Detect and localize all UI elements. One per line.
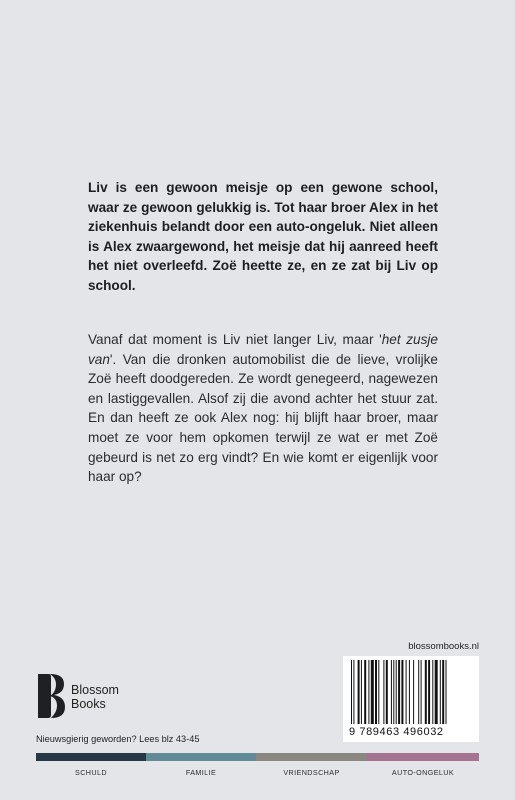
publisher-name-line1: Blossom bbox=[71, 683, 119, 697]
theme-bar-schuld bbox=[36, 753, 146, 761]
barcode-bar bbox=[383, 660, 384, 724]
barcode-bar bbox=[368, 660, 369, 724]
barcode-bar bbox=[413, 660, 414, 724]
barcode-bar bbox=[358, 660, 360, 724]
publisher-name bbox=[71, 683, 119, 711]
barcode-bar bbox=[386, 660, 388, 724]
theme-bar-vriendschap bbox=[256, 753, 367, 761]
blurb-italic-phrase: het zusje van bbox=[88, 332, 438, 367]
blurb-text-part: Vanaf dat moment is Liv niet langer Liv, maar ' bbox=[88, 332, 382, 347]
blurb-intro: Liv is een gewoon meisje op een gewone school, waar ze gewoon gelukkig is. Tot haar broer Alex in het ziekenhuis belandt door een auto-ongeluk. Niet alleen is Alex zwaargewond, het meisje dat hij aanreed heeft het niet overleefd. Zoë heette ze, en ze zat bij Liv op school. bbox=[88, 180, 438, 293]
barcode-bar bbox=[401, 660, 403, 724]
theme-label-auto-ongeluk: AUTO-ONGELUK bbox=[391, 768, 455, 777]
blurb-paragraph bbox=[88, 330, 438, 487]
theme-bar-familie bbox=[146, 753, 256, 761]
barcode-bar bbox=[406, 660, 407, 724]
theme-bar-auto-ongeluk bbox=[367, 753, 479, 761]
barcode-bar bbox=[409, 660, 410, 724]
isbn-barcode bbox=[343, 656, 479, 742]
publisher-website[interactable]: blossombooks.nl bbox=[408, 641, 479, 652]
isbn-number: 9 789463 496032 bbox=[349, 726, 444, 738]
barcode-bar bbox=[353, 660, 354, 724]
barcode-bar bbox=[446, 660, 447, 724]
barcode-bar bbox=[375, 660, 377, 724]
barcode-bar bbox=[391, 660, 392, 724]
barcode-bars bbox=[349, 660, 473, 724]
blurb-text-part: '. Van die dronken automobilist die de lieve, vrolijke Zoë heeft doodgereden. Ze wordt genegeerd, nagewezen en lastiggevallen. Alsof zij die avond achter het stuur zat. En dan heeft ze ook Alex nog: hij blijft haar broer, maar moet ze voor hem opkomen terwijl ze wat er met Zoë gebeurd is net zo erg vindt? En wie komt er eigenlijk voor haar op? bbox=[88, 351, 438, 485]
publisher-name-line2: Books bbox=[71, 697, 106, 711]
barcode-bar bbox=[361, 660, 362, 724]
barcode-bar bbox=[432, 660, 433, 724]
barcode-bar bbox=[364, 660, 366, 724]
barcode-bar bbox=[396, 660, 397, 724]
blossom-books-logo-icon bbox=[36, 672, 66, 720]
barcode-bar bbox=[371, 660, 374, 724]
publisher-logo bbox=[36, 672, 146, 722]
barcode-bar bbox=[351, 660, 352, 724]
barcode-bar bbox=[435, 660, 438, 724]
barcode-bar bbox=[428, 660, 430, 724]
barcode-bar bbox=[393, 660, 394, 724]
theme-label-schuld: SCHULD bbox=[75, 768, 107, 777]
barcode-bar bbox=[440, 660, 441, 724]
barcode-bar bbox=[418, 660, 419, 724]
barcode-bar bbox=[425, 660, 427, 724]
barcode-bar bbox=[398, 660, 400, 724]
barcode-bar bbox=[378, 660, 379, 724]
teaser-text: Nieuwsgierig geworden? Lees blz 43-45 bbox=[36, 734, 200, 744]
barcode-bar bbox=[421, 660, 422, 724]
barcode-bar bbox=[442, 660, 444, 724]
theme-label-vriendschap: VRIENDSCHAP bbox=[283, 768, 340, 777]
theme-label-familie: FAMILIE bbox=[185, 768, 217, 777]
